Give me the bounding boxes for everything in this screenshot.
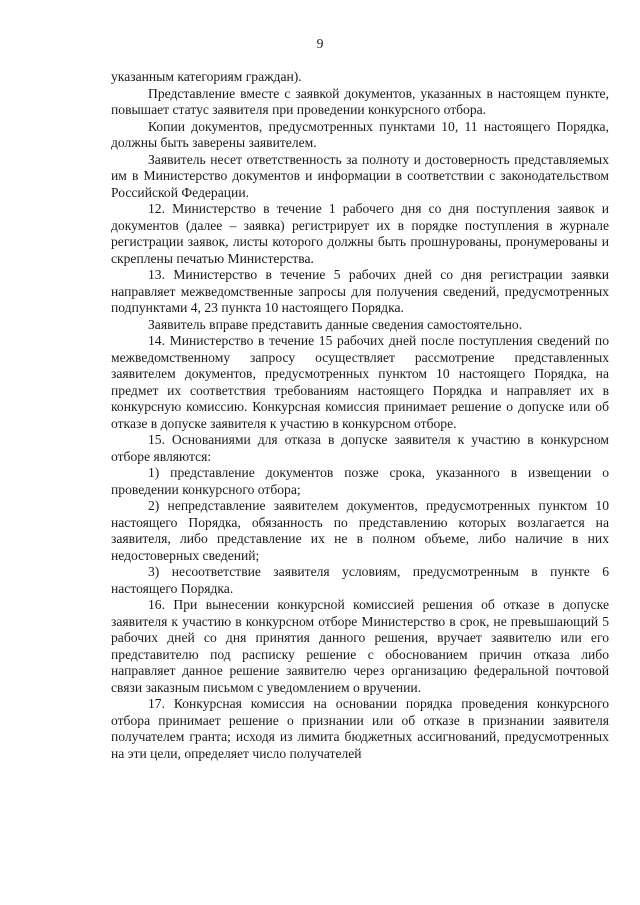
paragraph: указанным категориям граждан). [111,69,302,84]
paragraph: 17. Конкурсная комиссия на основании порядка проведения конкурсного отбора принимает решение о признании или об отказе в признании заявителя получателем гранта; исходя из лимита бюджетных ассигнований, предусмотренных на эти цели, определяет число получателей [111,696,609,761]
paragraph: Заявитель вправе представить данные сведения самостоятельно. [148,316,523,332]
paragraph: 2) непредставление заявителем документов, предусмотренных пунктом 10 настоящего Порядка, обязанность по представлению которых возлагается на заявителя, либо представление их не в полном объеме, либо наличие в них недостоверных сведений; [111,498,609,563]
paragraph: 12. Министерство в течение 1 рабочего дня со дня поступления заявок и документов (далее – заявка) регистрирует их в порядке поступления в журнале регистрации заявок, листы которого должны быть прошнурованы, пронумерованы и скреплены печатью Министерства. [111,201,609,266]
document-body [111,69,609,762]
paragraph: Заявитель несет ответственность за полноту и достоверность представляемых им в Министерство документов и информации в соответствии с законодательством Российской Федерации. [111,151,609,200]
paragraph: Копии документов, предусмотренных пунктами 10, 11 настоящего Порядка, должны быть заверены заявителем. [111,118,609,150]
paragraph: 13. Министерство в течение 5 рабочих дней со дня регистрации заявки направляет межведомственные запросы для получения сведений, предусмотренных подпунктами 4, 23 пункта 10 настоящего Порядка. [111,267,609,315]
paragraph: Представление вместе с заявкой документов, указанных в настоящем пункте, повышает статус заявителя при проведении конкурсного отбора. [111,85,609,117]
paragraph: 3) несоответствие заявителя условиям, предусмотренным в пункте 6 настоящего Порядка. [111,564,609,596]
page-number: 9 [316,36,324,51]
paragraph: 15. Основаниями для отказа в допуске заявителя к участию в конкурсном отборе являются: [111,432,609,464]
paragraph: 14. Министерство в течение 15 рабочих дней после поступления сведений по межведомственному запросу осуществляет рассмотрение представленных заявителем документов, предусмотренных пунктом 10 настоящего Порядка, на предмет их соответствия требованиям настоящего Порядка и направляет их в конкурсную комиссию. Конкурсная комиссия принимает решение о допуске или об отказе в допуске заявителя к участию в конкурсном отборе. [111,333,609,431]
paragraph: 16. При вынесении конкурсной комиссией решения об отказе в допуске заявителя к участию в конкурсном отборе Министерство в срок, не превышающий 5 рабочих дней со дня принятия данного решения, вручает заявителю или его представителю под расписку решение с обоснованием причин отказа либо направляет данное решение заявителю через организацию федеральной почтовой связи заказным письмом с уведомлением о вручении. [111,597,609,695]
paragraph: 1) представление документов позже срока, указанного в извещении о проведении конкурсного отбора; [111,465,609,497]
